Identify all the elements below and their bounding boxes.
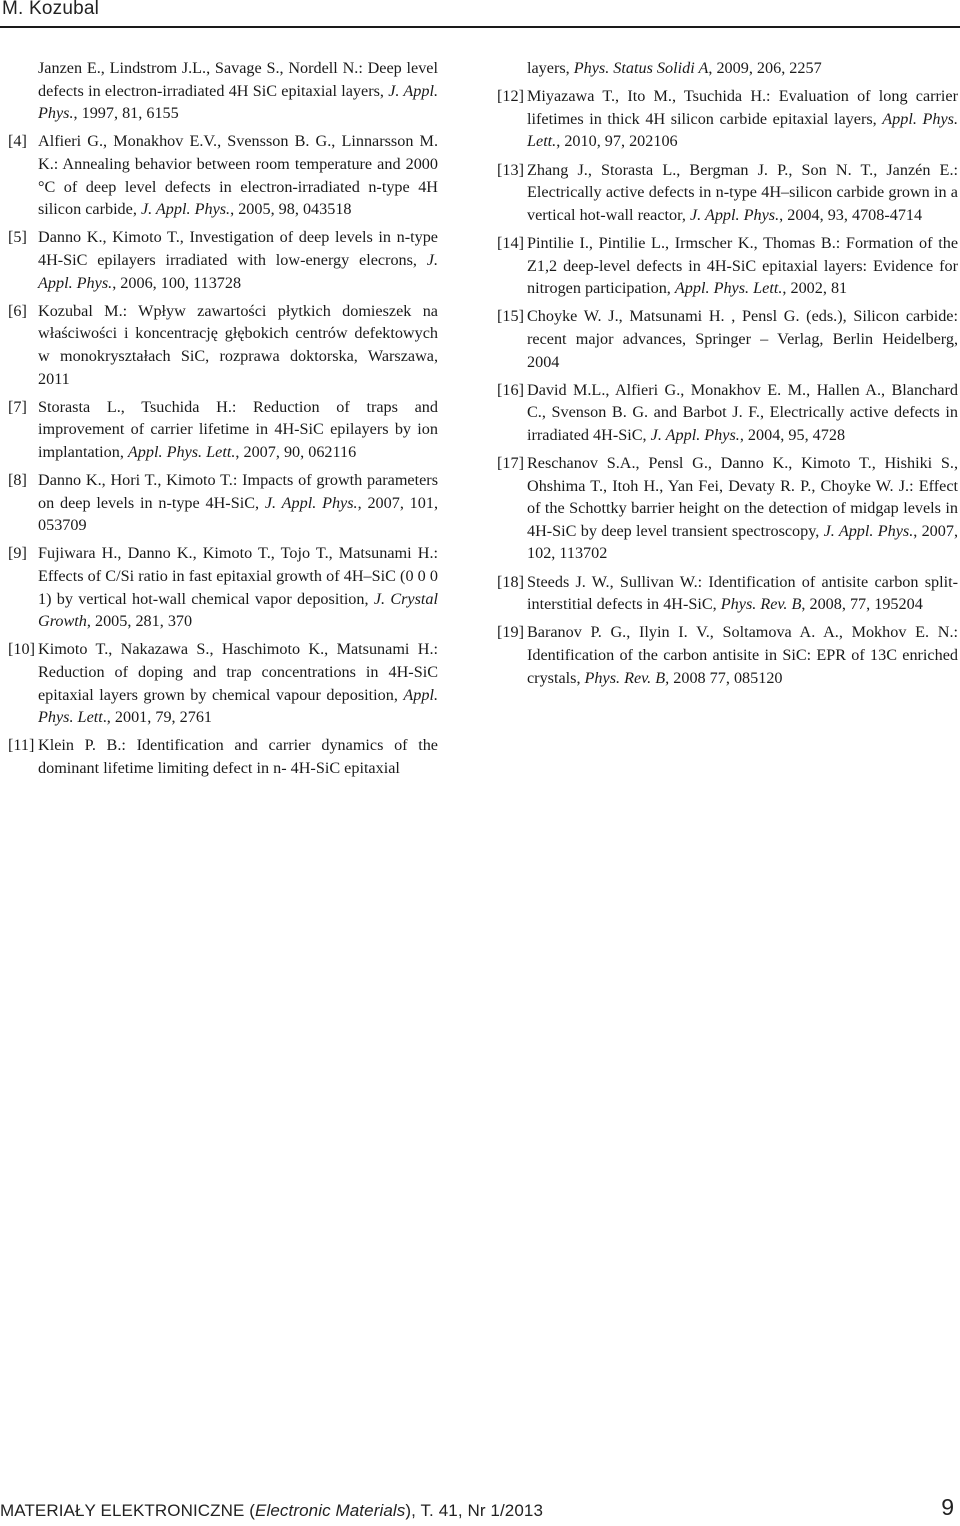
- reference-number: [6]: [8, 301, 27, 320]
- reference-number: [12]: [497, 87, 524, 106]
- reference-entry: [8, 396, 438, 464]
- reference-text: , 2007, 102, 113702: [527, 521, 958, 563]
- reference-text: Danno K., Kimoto T., Investigation of deep levels in n-type 4H-SiC epilayers irradiated with low-energy elecrons,: [38, 228, 438, 269]
- reference-entry: [497, 452, 958, 565]
- reference-entry: [497, 621, 958, 689]
- reference-text: , 2005, 281, 370: [86, 612, 193, 631]
- reference-journal-italic: Phys. Rev. B,: [584, 668, 670, 687]
- reference-number: [19]: [497, 623, 524, 642]
- reference-journal-italic: Appl. Phys. Lett.: [674, 279, 783, 298]
- reference-number: [17]: [497, 454, 524, 473]
- footer-journal-suffix: ), T. 41, Nr 1/2013: [405, 1501, 544, 1520]
- reference-journal-italic: J. Crystal Growth: [38, 589, 439, 631]
- reference-text: David M.L., Alfieri G., Monakhov E. M., Hallen A., Blanchard C., Svenson B. G. and Barbot J. F., Electrically active defects in irradiated 4H-SiC,: [527, 380, 958, 444]
- reference-text: Choyke W. J., Matsunami H. , Pensl G. (eds.), Silicon carbide: recent major advances, Springer – Verlag, Berlin Heidelberg, 2004: [527, 307, 958, 371]
- reference-entry: [8, 542, 438, 632]
- reference-journal-italic: J. Appl. Phys.: [823, 521, 914, 540]
- reference-text: 2008 77, 085120: [669, 668, 783, 687]
- reference-text: ., 2001, 79, 2761: [102, 708, 213, 727]
- reference-text: Reschanov S.A., Pensl G., Danno K., Kimoto T., Hishiki S., Ohshima T., Itoh H., Yan Fei, Devaty R. P., Choyke W. J.: Effect of the Schottky barrier height on the detection of midgap levels in 4H-SiC by deep level transient spectroscopy,: [527, 454, 958, 540]
- reference-journal-italic: Phys. Rev. B: [720, 595, 802, 614]
- reference-number: [10]: [8, 640, 35, 659]
- reference-entry: [497, 379, 958, 447]
- reference-text: Storasta L., Tsuchida H.: Reduction of traps and improvement of carrier lifetime in 4H-SiC epilayers by ion implantation,: [38, 397, 438, 461]
- reference-journal-italic: Phys. Status Solidi A: [573, 59, 709, 77]
- reference-number: [5]: [8, 228, 27, 247]
- reference-journal-italic: Appl. Phys. Lett.: [127, 442, 236, 461]
- reference-entry: [8, 226, 438, 294]
- reference-entry: [497, 57, 958, 80]
- page-number: 9: [941, 1494, 954, 1520]
- reference-text: , 2004, 93, 4708-4714: [779, 205, 923, 224]
- reference-journal-italic: J. Appl. Phys.: [650, 425, 740, 444]
- reference-entry: [497, 85, 958, 153]
- reference-number: [9]: [8, 544, 27, 563]
- reference-journal-italic: J. Appl. Phys.: [689, 205, 780, 224]
- reference-number: [7]: [8, 397, 27, 416]
- reference-entry: [8, 734, 438, 779]
- reference-entry: [8, 300, 438, 390]
- reference-text: Kimoto T., Nakazawa S., Haschimoto K., Matsunami H.: Reduction of doping and trap concentrations in 4H-SiC epitaxial layers grown by chemical vapour deposition,: [38, 640, 438, 704]
- running-header-author: M. Kozubal: [2, 0, 100, 19]
- reference-text: Steeds J. W., Sullivan W.: Identification of antisite carbon split-interstitial defects in 4H-SiC,: [527, 572, 958, 614]
- reference-text: , 2009, 206, 2257: [708, 59, 822, 77]
- footer-journal-prefix: MATERIAŁY ELEKTRONICZNE (: [0, 1501, 256, 1520]
- reference-entry: [497, 232, 958, 300]
- reference-number: [15]: [497, 307, 524, 326]
- reference-journal-italic: J. Appl. Phys.: [264, 493, 358, 512]
- reference-entry: [497, 159, 958, 227]
- reference-text: , 2008, 77, 195204: [801, 595, 923, 614]
- reference-text: Kozubal M.: Wpływ zawartości płytkich domieszek na właściwości i koncentrację głębokich centrów defektowych w monokryształach SiC, rozprawa doktorska, Warszawa, 2011: [38, 301, 438, 388]
- footer-journal-info: [0, 1501, 543, 1521]
- references-left-column: [8, 57, 438, 785]
- reference-text: Pintilie I., Pintilie L., Irmscher K., Thomas B.: Formation of the Z1,2 deep-level defects in 4H-SiC epitaxial layers: Evidence for nitrogen participation,: [527, 233, 958, 298]
- reference-text: layers,: [527, 59, 574, 77]
- reference-number: [11]: [8, 736, 35, 755]
- reference-text: , 1997, 81, 6155: [73, 104, 179, 123]
- reference-text: Klein P. B.: Identification and carrier dynamics of the dominant lifetime limiting defect in n- 4H-SiC epitaxial: [38, 736, 438, 777]
- reference-entry: [8, 469, 438, 537]
- reference-text: , 2010, 97, 202106: [556, 132, 678, 151]
- reference-entry: [497, 305, 958, 373]
- reference-text: Miyazawa T., Ito M., Tsuchida H.: Evaluation of long carrier lifetimes in thick 4H silicon carbide epitaxial layers,: [527, 87, 958, 128]
- reference-entry: [8, 130, 438, 220]
- footer-journal-italic: Electronic Materials: [255, 1501, 406, 1520]
- reference-text: Fujiwara H., Danno K., Kimoto T., Tojo T., Matsunami H.: Effects of C/Si ratio in fast epitaxial growth of 4H–SiC (0 0 0 1) by vertical hot-wall chemical vapor deposition,: [38, 544, 438, 608]
- reference-text: Baranov P. G., Ilyin I. V., Soltamova A. A., Mokhov E. N.: Identification of the carbon antisite in SiC: EPR of 13C enriched crystals,: [527, 623, 958, 687]
- header-rule: [0, 26, 960, 28]
- reference-text: Zhang J., Storasta L., Bergman J. P., Son N. T., Janzén E.: Electrically active defects in n-type 4H–silicon carbide grown in a vertical hot-wall reactor,: [527, 160, 958, 224]
- reference-number: [4]: [8, 132, 27, 151]
- reference-entry: [8, 57, 438, 125]
- reference-text: , 2004, 95, 4728: [739, 425, 846, 444]
- reference-number: [8]: [8, 471, 27, 490]
- reference-number: [16]: [497, 380, 524, 399]
- reference-journal-italic: J. Appl. Phys.: [140, 200, 231, 219]
- reference-text: Janzen E., Lindstrom J.L., Savage S., Nordell N.: Deep level defects in electron-irradiated 4H SiC epitaxial layers,: [38, 59, 438, 100]
- reference-text: , 2007, 90, 062116: [235, 442, 357, 461]
- references-right-column: [497, 57, 958, 695]
- reference-number: [14]: [497, 233, 524, 252]
- reference-journal-italic: Appl. Phys. Lett: [38, 685, 438, 727]
- reference-text: Danno K., Hori T., Kimoto T.: Impacts of growth parameters on deep levels in n-type 4H-SiC,: [38, 471, 438, 512]
- reference-number: [18]: [497, 572, 524, 591]
- reference-text: , 2002, 81: [782, 279, 848, 298]
- reference-text: Alfieri G., Monakhov E.V., Svensson B. G., Linnarsson M. K.: Annealing behavior between room temperature and 2000 °C of deep level defects in electron-irradiated n-type 4H silicon carbide,: [38, 132, 438, 219]
- reference-journal-italic: J. Appl. Phys.: [38, 250, 438, 292]
- reference-text: , 2005, 98, 043518: [230, 200, 352, 219]
- reference-entry: [8, 638, 438, 728]
- reference-entry: [497, 571, 958, 616]
- reference-text: , 2007, 101, 053709: [38, 493, 439, 535]
- reference-journal-italic: Appl. Phys. Lett.: [527, 109, 958, 151]
- reference-number: [13]: [497, 160, 524, 179]
- reference-text: , 2006, 100, 113728: [112, 273, 242, 292]
- reference-journal-italic: J. Appl. Phys.: [38, 81, 438, 123]
